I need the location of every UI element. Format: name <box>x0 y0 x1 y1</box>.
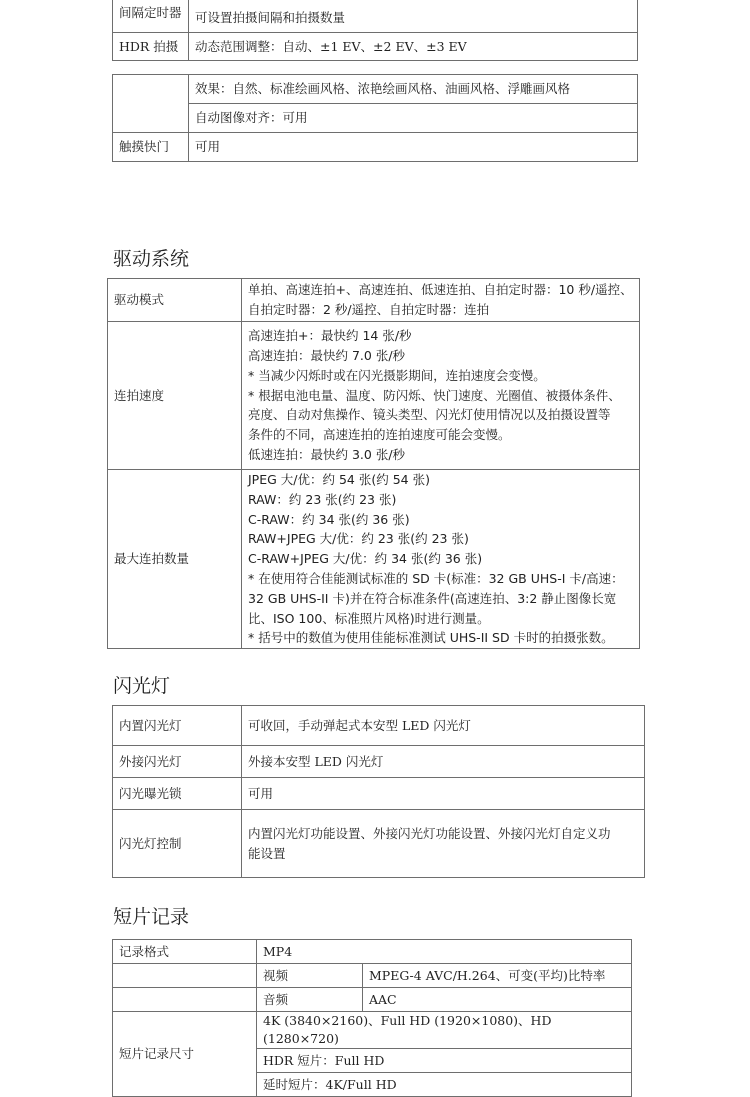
drive-spec-table <box>107 278 640 649</box>
flash-spec-table <box>112 705 645 878</box>
clip-size-4k: 4K (3840×2160)、Full HD (1920×1080)、HD (1280×720) <box>257 1012 632 1049</box>
continuous-speed-label: 连拍速度 <box>108 322 242 470</box>
clip-size-label: 短片记录尺寸 <box>113 1012 257 1097</box>
auto-align-value: 自动图像对齐：可用 <box>189 104 638 133</box>
effects-spec-table <box>112 74 638 162</box>
table-row <box>113 988 632 1012</box>
effects-blank-cell <box>113 75 189 133</box>
burst-line: C-RAW+JPEG 大/优：约 34 张(约 36 张) <box>248 551 483 567</box>
hdr-label: HDR 拍摄 <box>113 33 189 61</box>
burst-line: 32 GB UHS-II 卡)并在符合标准条件(高速连拍、3:2 静止图像长宽 <box>248 590 617 606</box>
table-row <box>113 706 645 746</box>
drive-mode-line: 单拍、高速连拍+、高速连拍、低速连拍、自拍定时器：10 秒/遥控、 <box>248 282 633 298</box>
clip-spec-table <box>112 939 632 1097</box>
external-flash-label: 外接闪光灯 <box>113 746 242 778</box>
flash-control-value <box>242 810 645 878</box>
speed-line: 高速连拍+：最快约 14 张/秒 <box>248 328 412 344</box>
interval-timer-value: 可设置拍摄间隔和拍摄数量 <box>189 0 638 33</box>
table-row <box>113 133 638 162</box>
external-flash-value: 外接本安型 LED 闪光灯 <box>242 746 645 778</box>
table-row <box>113 104 638 133</box>
speed-line: 亮度、自动对焦操作、镜头类型、闪光灯使用情况以及拍摄设置等 <box>248 407 611 423</box>
clip-section-title: 短片记录 <box>113 906 190 928</box>
drive-mode-line: 自拍定时器：2 秒/遥控、自拍定时器：连拍 <box>248 302 490 317</box>
video-value: MPEG-4 AVC/H.264、可变(平均)比特率 <box>363 964 632 988</box>
burst-line: JPEG 大/优：约 54 张(约 54 张) <box>248 472 430 487</box>
table-row <box>113 940 632 964</box>
record-format-label: 记录格式 <box>113 940 257 964</box>
flash-control-line: 能设置 <box>248 845 286 861</box>
table-row <box>113 75 638 104</box>
table-row <box>113 33 638 61</box>
builtin-flash-value: 可收回，手动弹起式本安型 LED 闪光灯 <box>242 706 645 746</box>
table-row <box>113 0 638 33</box>
audio-label: 音频 <box>257 988 363 1012</box>
flash-exposure-lock-label: 闪光曝光锁 <box>113 778 242 810</box>
clip-size-hdr: HDR 短片：Full HD <box>257 1049 632 1073</box>
max-burst-value <box>242 470 640 649</box>
speed-line: 高速连拍：最快约 7.0 张/秒 <box>248 348 406 363</box>
speed-line: 条件的不同，高速连拍的连拍速度可能会变慢。 <box>248 427 511 443</box>
burst-line: * 在使用符合佳能测试标准的 SD 卡(标准：32 GB UHS-I 卡/高速： <box>248 570 624 586</box>
top-spec-table <box>112 0 638 61</box>
table-row <box>113 1012 632 1049</box>
speed-line: * 当减少闪烁时或在闪光摄影期间，连拍速度会变慢。 <box>248 367 546 383</box>
audio-value: AAC <box>363 988 632 1012</box>
touch-shutter-value: 可用 <box>189 133 638 162</box>
flash-control-label: 闪光灯控制 <box>113 810 242 878</box>
table-row <box>113 810 645 878</box>
hdr-value: 动态范围调整：自动、±1 EV、±2 EV、±3 EV <box>189 33 638 61</box>
burst-line: RAW+JPEG 大/优：约 23 张(约 23 张) <box>248 531 469 547</box>
continuous-speed-value <box>242 322 640 470</box>
flash-control-line: 内置闪光灯功能设置、外接闪光灯功能设置、外接闪光灯自定义功 <box>248 825 611 841</box>
drive-mode-value <box>242 279 640 322</box>
clip-size-timelapse: 延时短片：4K/Full HD <box>257 1073 632 1097</box>
table-row <box>108 470 640 649</box>
table-row <box>108 279 640 322</box>
video-label: 视频 <box>257 964 363 988</box>
burst-line: 比、ISO 100、标准照片风格)时进行测量。 <box>248 610 490 626</box>
drive-section-title: 驱动系统 <box>113 248 190 270</box>
table-row <box>113 778 645 810</box>
builtin-flash-label: 内置闪光灯 <box>113 706 242 746</box>
table-row <box>113 746 645 778</box>
record-format-value: MP4 <box>257 940 632 964</box>
video-blank-cell <box>113 964 257 988</box>
burst-line: RAW：约 23 张(约 23 张) <box>248 491 397 507</box>
table-row <box>113 964 632 988</box>
burst-line: * 括号中的数值为使用佳能标准测试 UHS-II SD 卡时的拍摄张数。 <box>248 630 614 646</box>
speed-line: 低速连拍：最快约 3.0 张/秒 <box>248 446 406 462</box>
audio-blank-cell <box>113 988 257 1012</box>
flash-exposure-lock-value: 可用 <box>242 778 645 810</box>
touch-shutter-label: 触摸快门 <box>113 133 189 162</box>
speed-line: * 根据电池电量、温度、防闪烁、快门速度、光圈值、被摄体条件、 <box>248 387 621 403</box>
interval-timer-label: 间隔定时器 <box>113 0 189 33</box>
drive-mode-label: 驱动模式 <box>108 279 242 322</box>
flash-section-title: 闪光灯 <box>113 675 171 697</box>
max-burst-label: 最大连拍数量 <box>108 470 242 649</box>
table-row <box>108 322 640 470</box>
effects-value: 效果：自然、标准绘画风格、浓艳绘画风格、油画风格、浮雕画风格 <box>189 75 638 104</box>
burst-line: C-RAW：约 34 张(约 36 张) <box>248 511 410 527</box>
